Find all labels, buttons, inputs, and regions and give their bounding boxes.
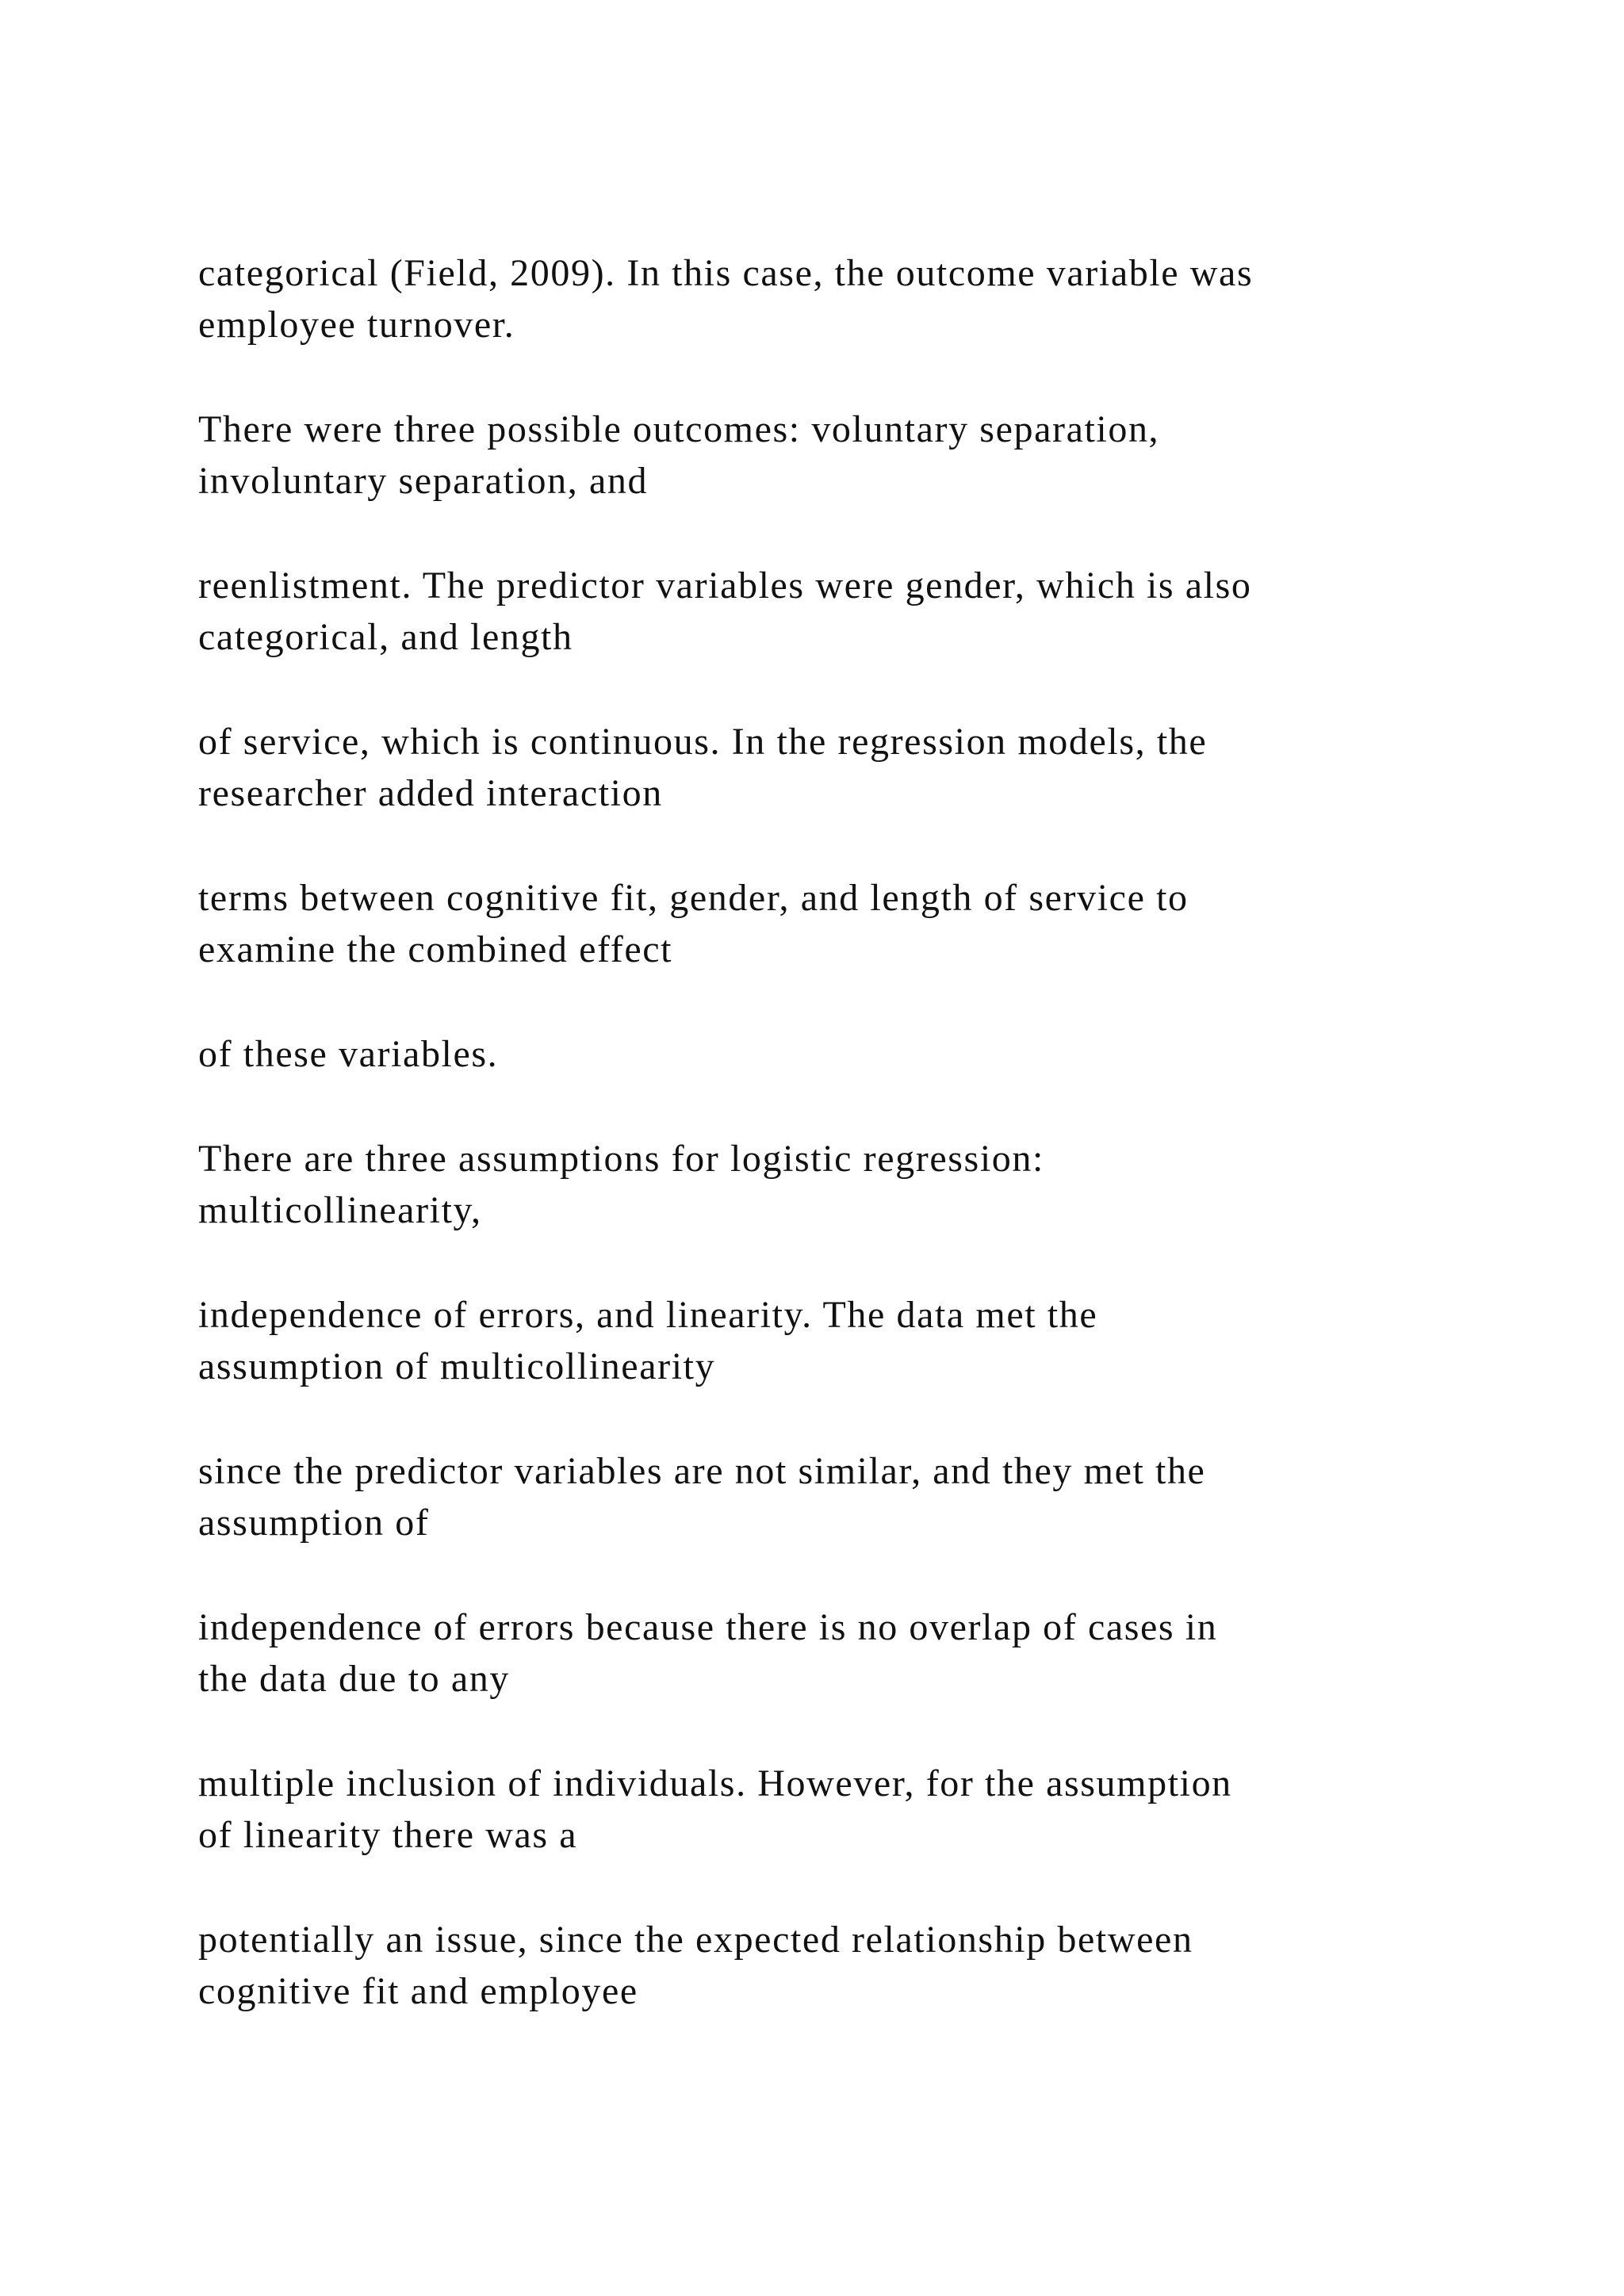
text-line: of these variables. [198,1033,499,1075]
paragraph [198,404,1546,507]
paragraph [198,1133,1546,1236]
text-line: potentially an issue, since the expected relationship between [198,1919,1193,1961]
text-line: researcher added interaction [198,772,663,814]
text-line: involuntary separation, and [198,460,649,502]
paragraph [198,1445,1546,1548]
text-line: categorical, and length [198,616,573,658]
text-line: of service, which is continuous. In the regression models, the [198,721,1208,763]
paragraph [198,1601,1546,1705]
text-line: cognitive fit and employee [198,1970,638,2012]
body-text [198,247,1546,2070]
paragraph [198,1758,1546,1861]
text-line: independence of errors, and linearity. The data met the [198,1294,1098,1336]
paragraph [198,1914,1546,2017]
paragraph [198,1289,1546,1392]
text-line: since the predictor variables are not similar, and they met the [198,1450,1206,1492]
paragraph [198,1028,1546,1080]
text-line: employee turnover. [198,304,515,346]
text-line: There are three assumptions for logistic regression: [198,1138,1044,1180]
text-line: multiple inclusion of individuals. However, for the assumption [198,1762,1232,1804]
paragraph [198,247,1546,350]
text-line: There were three possible outcomes: voluntary separation, [198,408,1160,450]
text-line: examine the combined effect [198,928,673,970]
text-line: reenlistment. The predictor variables were gender, which is also [198,564,1252,607]
text-line: categorical (Field, 2009). In this case, the outcome variable was [198,252,1254,294]
text-line: independence of errors because there is no overlap of cases in [198,1606,1218,1648]
text-line: of linearity there was a [198,1814,578,1856]
text-line: assumption of [198,1502,430,1544]
text-line: assumption of multicollinearity [198,1345,716,1387]
text-line: multicollinearity, [198,1189,482,1231]
text-line: the data due to any [198,1658,510,1700]
paragraph [198,716,1546,819]
text-line: terms between cognitive fit, gender, and length of service to [198,877,1189,919]
paragraph [198,872,1546,975]
paragraph [198,560,1546,663]
